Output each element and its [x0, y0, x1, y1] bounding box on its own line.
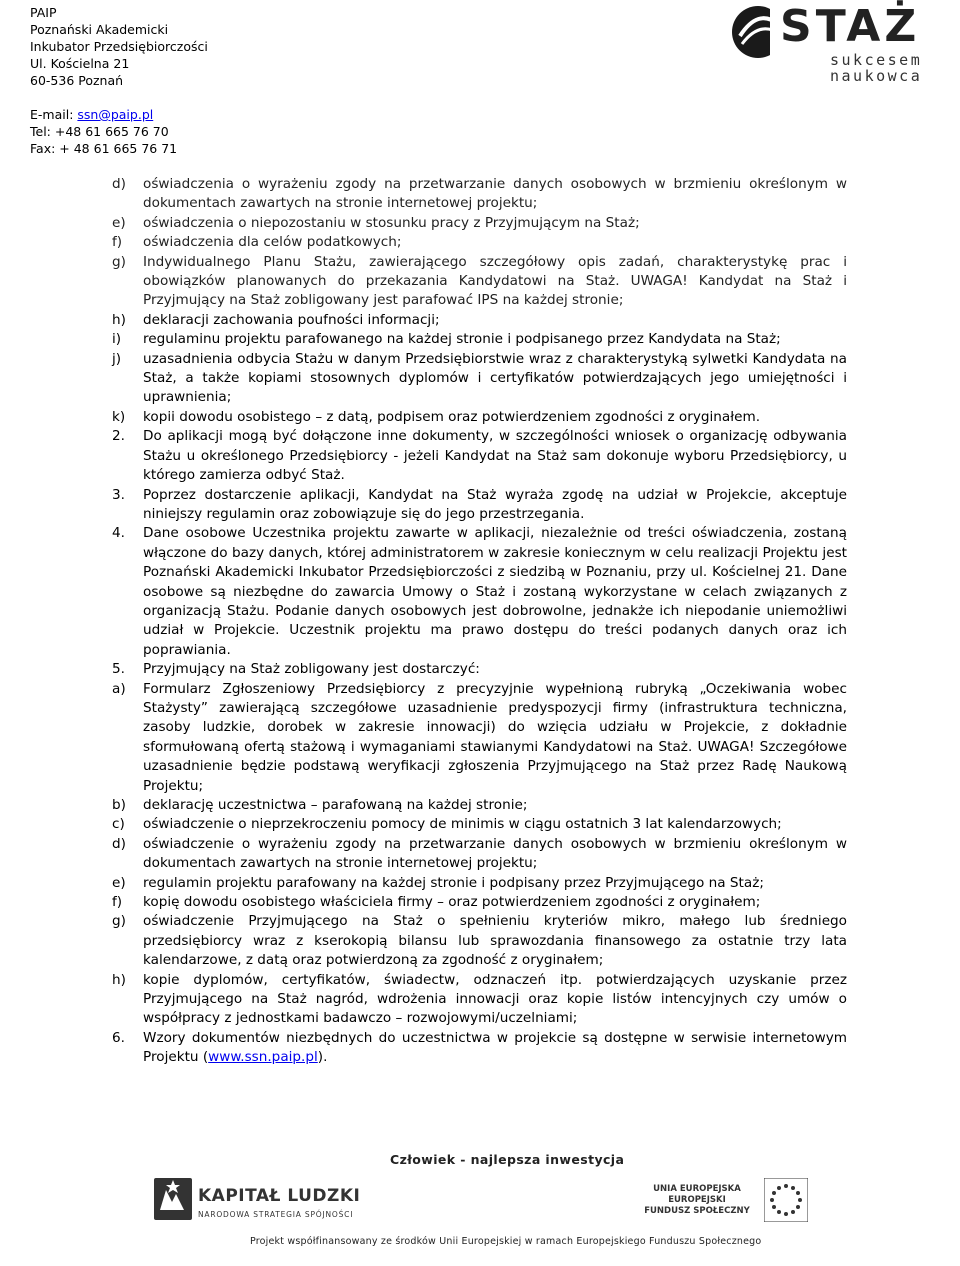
header-contact: [30, 4, 208, 157]
item-text: Przyjmujący na Staż zobligowany jest dostarczyć:: [143, 661, 480, 678]
list-text: kopię dowodu osobistego właściciela firmy – oraz potwierdzeniem zgodności z oryginałem;: [143, 894, 761, 911]
list-label: j): [112, 350, 122, 367]
numbered-item: [112, 524, 847, 660]
list-label: d): [112, 176, 126, 192]
staz-logo-word: STAŻ: [780, 1, 921, 52]
phone: Tel: +48 61 665 76 70: [30, 124, 169, 139]
list-text: oświadczenie o nieprzekroczeniu pomocy de minimis w ciągu ostatnich 3 lat kalendarzowych;: [143, 816, 782, 833]
list-item: [112, 253, 847, 311]
numbered-item: [112, 660, 847, 679]
list-text: deklaracji zachowania poufności informacji;: [143, 311, 440, 328]
list-label: h): [112, 971, 126, 988]
list-label: f): [112, 894, 123, 911]
list-text: regulaminu projektu parafowanego na każdej stronie i podpisanego przez Kandydata na Staż;: [143, 331, 781, 348]
list-item: [112, 680, 847, 796]
email-line: [30, 106, 208, 123]
list-label: g): [112, 253, 126, 270]
list-text: Indywidualnego Planu Stażu, zawierającego szczegółowy opis zadań, charakterystykę prac i obowiązków planowanych do przekazania Kandydatowi na Staż. UWAGA! Kandydat na Staż i Przyjmujący na Staż zobligowany jest parafować IPS na każdej stronie;: [143, 253, 847, 309]
item-text: Wzory dokumentów niezbędnych do uczestnictwa w projekcie są dostępne w serwisie internetowym Projektu (: [143, 1029, 847, 1066]
list-text: kopii dowodu osobistego – z datą, podpisem oraz potwierdzeniem zgodności z oryginałem.: [143, 408, 761, 425]
footer-project-note: Projekt współfinansowany ze środków Unii Europejskiej w ramach Europejskiego Funduszu Społecznego: [250, 1236, 762, 1247]
eu-line3: FUNDUSZ SPOŁECZNY: [644, 1206, 750, 1216]
item-number: 6.: [112, 1029, 125, 1046]
email-link[interactable]: ssn@paip.pl: [77, 107, 154, 122]
list-label: g): [112, 913, 126, 930]
list-label: e): [112, 214, 126, 231]
list-label: f): [112, 234, 123, 251]
list-label: i): [112, 331, 122, 348]
kapital-ludzki-subtitle: NARODOWA STRATEGIA SPÓJNOŚCI: [198, 1210, 354, 1219]
numbered-item: [112, 1029, 847, 1068]
org-name-line3: Inkubator Przedsiębiorczości: [30, 39, 208, 54]
org-name-line2: Poznański Akademicki: [30, 22, 169, 37]
numbered-item: [112, 427, 847, 485]
list-label: k): [112, 408, 126, 425]
list-item: [112, 893, 847, 912]
list-text: oświadczenia o niepozostaniu w stosunku pracy z Przyjmującym na Staż;: [143, 214, 640, 231]
list-item: [112, 330, 847, 349]
item-text: Do aplikacji mogą być dołączone inne dokumenty, w szczególności wniosek o organizację odbywania Stażu u określonego Przedsiębiorcy - jeżeli Kandydat na Staż sam dokonuje wyboru Przedsiębiorcy, u którego zamierza odbyć Staż.: [143, 428, 847, 484]
address-city: 60-536 Poznań: [30, 73, 124, 88]
list-text: oświadczenie Przyjmującego na Staż o spełnieniu kryteriów mikro, małego lub średniego przedsiębiorcy wraz z kserokopią bilansu lub sprawozdania finansowego za ostatnie trzy lata kalendarzowe, z datą oraz potwierdzoną za zgodność z oryginałem;: [143, 913, 847, 969]
list-text: oświadczenie o wyrażeniu zgody na przetwarzanie danych osobowych w brzmieniu określonym w dokumentach zawartych na stronie internetowej projektu;: [143, 835, 847, 872]
email-label: E-mail:: [30, 107, 78, 122]
item-number: 4.: [112, 525, 125, 542]
address-street: Ul. Kościelna 21: [30, 56, 130, 71]
staz-logo-line1: sukcesem: [830, 51, 923, 69]
fax: Fax: + 48 61 665 76 71: [30, 141, 178, 156]
list-item: [112, 311, 847, 330]
list-text: Formularz Zgłoszeniowy Przedsiębiorcy z precyzyjnie wypełnioną rubryką „Oczekiwania wobec Stażysty” zawierającą szczegółowe uzasadnienie predyspozycji firmy (infrastruktura techniczna, zasoby ludzkie, dorobek w zakresie innowacji) do wzięcia udziału w Projekcie, z dokładnie sformułowaną ofertą stażową i wymaganiami stawianymi Kandydatowi na Staż. UWAGA! Szczegółowe uzasadnienie będzie podstawą weryfikacji zgłoszenia Przyjmującego na Staż przez Radę Naukową Projektu;: [143, 680, 847, 794]
list-item: [112, 815, 847, 834]
list-label: c): [112, 816, 125, 833]
list-item: [112, 214, 847, 233]
list-item: [112, 874, 847, 893]
list-item: [112, 835, 847, 874]
item-text-end: ).: [317, 1049, 328, 1066]
website-link[interactable]: www.ssn.paip.pl: [208, 1049, 318, 1066]
list-text: kopie dyplomów, certyfikatów, świadectw, odznaczeń itp. potwierdzających uzyskanie przez Przyjmującego na Staż nagród, wdrożenia innowacji oraz kopie listów intencyjnych czy umów o współpracy z jednostkami badawczo – rozwojowymi/uczelniami;: [143, 971, 847, 1027]
list-label: b): [112, 797, 126, 813]
item-text: Poprzez dostarczenie aplikacji, Kandydat na Staż wyraża zgodę na udział w Projekcie, akceptuje niniejszy regulamin oraz zobowiązuje się do jego przestrzegania.: [143, 486, 847, 522]
document-body: [112, 175, 847, 1068]
list-text: oświadczenia dla celów podatkowych;: [143, 234, 402, 251]
list-item: [112, 912, 847, 970]
staz-logo-line2: naukowca: [830, 67, 923, 85]
item-text: Dane osobowe Uczestnika projektu zawarte w aplikacji, niezależnie od treści oświadczenia, zostaną włączone do bazy danych, której administratorem w zakresie koniecznym w celu realizacji Projektu jest Poznański Akademicki Inkubator Przedsiębiorczości z siedzibą w Poznaniu, przy ul. Kościelnej 21. Dane osobowe są niezbędne do zawarcia Umowy o Staż i zostaną wykorzystane w celach związanych z organizacją Stażu. Podanie danych osobowych jest dobrowolne, jednakże ich niepodanie uniemożliwi udział w Projekcie. Uczestnik projektu ma prawo dostępu do treści podanych danych oraz ich poprawiania.: [143, 525, 847, 658]
list-item: [112, 408, 847, 427]
eu-line1: UNIA EUROPEJSKA: [653, 1184, 741, 1194]
staz-logo: [730, 2, 930, 88]
eu-flag-icon: [764, 1178, 808, 1222]
org-name: PAIP: [30, 5, 57, 20]
footer-slogan: Człowiek - najlepsza inwestycja: [390, 1152, 625, 1167]
kapital-ludzki-title: KAPITAŁ LUDZKI: [198, 1186, 361, 1206]
list-text: deklarację uczestnictwa – parafowaną na każdej stronie;: [143, 797, 528, 813]
eu-fund-text: [638, 1184, 756, 1217]
item-number: 5.: [112, 661, 125, 678]
list-item: [112, 175, 847, 214]
list-label: h): [112, 311, 126, 328]
list-item: [112, 971, 847, 1029]
list-text: oświadczenia o wyrażeniu zgody na przetwarzanie danych osobowych w brzmieniu określonym w dokumentach zawartych na stronie internetowej projektu;: [143, 176, 847, 212]
list-item: [112, 233, 847, 252]
list-item: [112, 796, 847, 815]
spacer: [30, 89, 208, 106]
list-item: [112, 350, 847, 408]
list-label: a): [112, 680, 126, 697]
list-text: uzasadnienia odbycia Stażu w danym Przedsiębiorstwie wraz z charakterystyką sylwetki Kandydata na Staż, a także kopiami stosownych dyplomów i certyfikatów potwierdzających jego umiejętności i uprawnienia;: [143, 350, 847, 406]
list-label: e): [112, 874, 126, 891]
item-number: 2.: [112, 428, 125, 445]
item-number: 3.: [112, 486, 125, 503]
numbered-item: [112, 486, 847, 525]
eu-line2: EUROPEJSKI: [668, 1195, 726, 1205]
list-text: regulamin projektu parafowany na każdej stronie i podpisany przez Przyjmującego na Staż;: [143, 874, 764, 891]
list-label: d): [112, 835, 126, 852]
